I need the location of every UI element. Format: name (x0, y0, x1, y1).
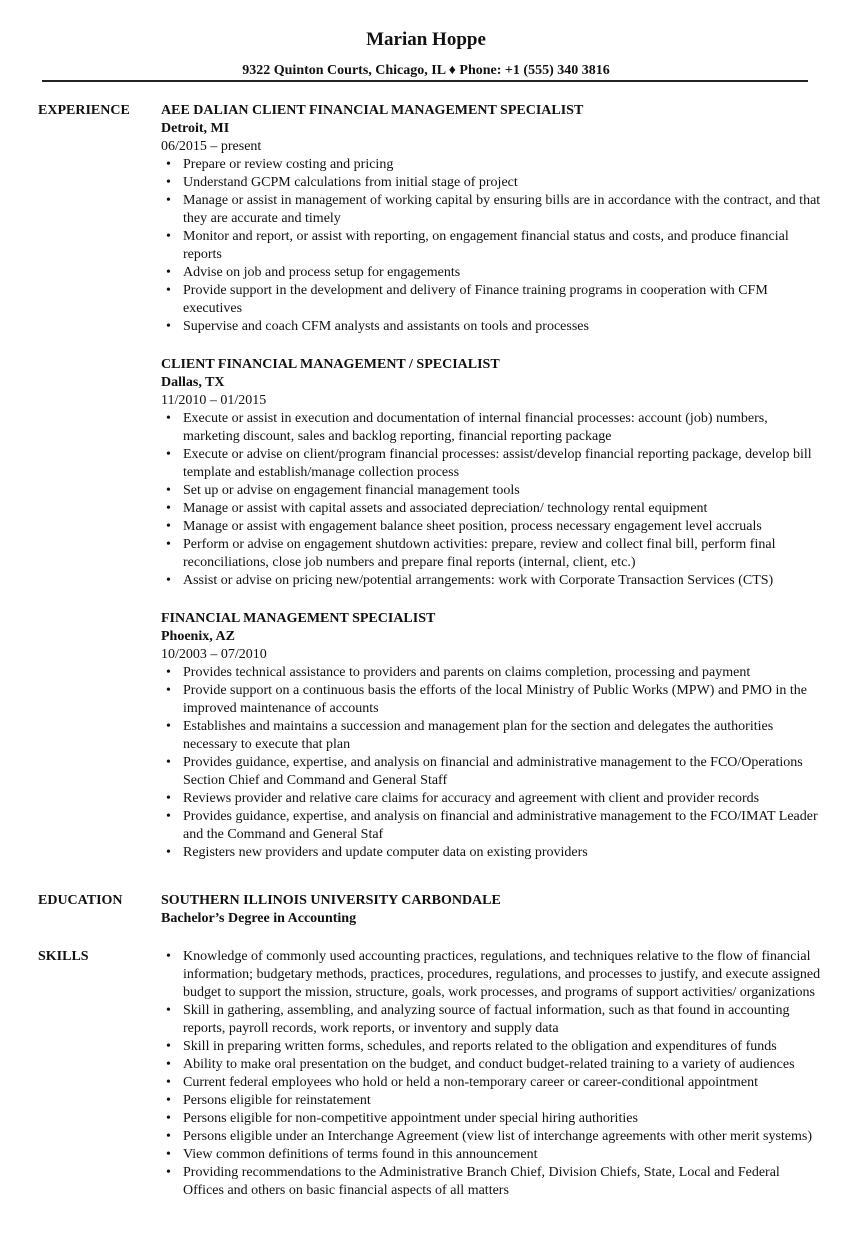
list-item: • Persons eligible under an Interchange Agreement (view list of interchange agreements with other merit systems) (161, 1128, 821, 1146)
job-dates: 06/2015 – present (161, 139, 262, 154)
list-item: • Provide support in the development and delivery of Finance training programs in cooperation with CFM executives (161, 282, 821, 318)
education-body (161, 892, 821, 928)
job-location: Dallas, TX (161, 375, 225, 390)
job-entry (161, 102, 821, 336)
list-item: • Prepare or review costing and pricing (161, 156, 821, 174)
experience-label: EXPERIENCE (38, 103, 130, 118)
list-item: • Registers new providers and update computer data on existing providers (161, 844, 821, 862)
job-entry (161, 356, 821, 590)
job-bullets (161, 664, 821, 862)
job-location: Phoenix, AZ (161, 629, 235, 644)
job-dates: 10/2003 – 07/2010 (161, 647, 267, 662)
list-item: • Provides guidance, expertise, and analysis on financial and administrative management to the FCO/IMAT Leader and the Command and General Staf (161, 808, 821, 844)
list-item: • Reviews provider and relative care claims for accuracy and agreement with client and provider records (161, 790, 821, 808)
list-item: • Knowledge of commonly used accounting practices, regulations, and techniques relative to the flow of financial information; budgetary methods, practices, procedures, regulations, and processes to justify, and execute assigned budget to support the mission, structure, goals, work processes, and programs of support activities/ organizations (161, 948, 821, 1002)
list-item: • Provides technical assistance to providers and parents on claims completion, processing and payment (161, 664, 821, 682)
list-item: • Ability to make oral presentation on the budget, and conduct budget-related training to a variety of audiences (161, 1056, 821, 1074)
list-item: • Perform or advise on engagement shutdown activities: prepare, review and collect final bill, perform final reconciliations, close job numbers and prepare final reports (internal, client, etc.) (161, 536, 821, 572)
skills-body (161, 948, 821, 1200)
list-item: • Manage or assist in management of working capital by ensuring bills are in accordance with the contract, and that they are accurate and timely (161, 192, 821, 228)
school-name: SOUTHERN ILLINOIS UNIVERSITY CARBONDALE (161, 893, 501, 908)
job-location: Detroit, MI (161, 121, 230, 136)
education-label: EDUCATION (38, 893, 123, 908)
list-item: • Execute or advise on client/program financial processes: assist/develop financial reporting package, develop bill template and establish/manage collection process (161, 446, 821, 482)
list-item: • Skill in preparing written forms, schedules, and reports related to the obligation and expenditures of funds (161, 1038, 821, 1056)
job-dates: 11/2010 – 01/2015 (161, 393, 267, 408)
job-title: FINANCIAL MANAGEMENT SPECIALIST (161, 611, 436, 626)
list-item: • Skill in gathering, assembling, and analyzing source of factual information, such as that found in accounting reports, payroll records, work reports, or inventory and supply data (161, 1002, 821, 1038)
list-item: • Set up or advise on engagement financial management tools (161, 482, 821, 500)
job-bullets (161, 410, 821, 590)
job-title: AEE DALIAN CLIENT FINANCIAL MANAGEMENT SPECIALIST (161, 103, 584, 118)
list-item: • Current federal employees who hold or held a non-temporary career or career-conditional appointment (161, 1074, 821, 1092)
job-entry (161, 610, 821, 862)
job-title: CLIENT FINANCIAL MANAGEMENT / SPECIALIST (161, 357, 500, 372)
list-item: • Manage or assist with engagement balance sheet position, process necessary engagement level accruals (161, 518, 821, 536)
list-item: • View common definitions of terms found in this announcement (161, 1146, 821, 1164)
list-item: • Execute or assist in execution and documentation of internal financial processes: account (job) numbers, marketing discount, sales and backlog reporting, financial reporting package (161, 410, 821, 446)
experience-body (161, 102, 821, 882)
list-item: • Advise on job and process setup for engagements (161, 264, 821, 282)
contact-line: 9322 Quinton Courts, Chicago, IL ♦ Phone: +1 (555) 340 3816 (242, 63, 610, 78)
candidate-name: Marian Hoppe (366, 29, 486, 50)
list-item: • Persons eligible for reinstatement (161, 1092, 821, 1110)
list-item: • Providing recommendations to the Administrative Branch Chief, Division Chiefs, State, Local and Federal Offices and others on basic financial aspects of all matters (161, 1164, 821, 1200)
job-bullets (161, 156, 821, 336)
degree-name: Bachelor’s Degree in Accounting (161, 911, 357, 926)
list-item: • Monitor and report, or assist with reporting, on engagement financial status and costs, and produce financial reports (161, 228, 821, 264)
list-item: • Persons eligible for non-competitive appointment under special hiring authorities (161, 1110, 821, 1128)
list-item: • Understand GCPM calculations from initial stage of project (161, 174, 821, 192)
header-divider (42, 80, 808, 82)
skills-label: SKILLS (38, 949, 89, 964)
list-item: • Establishes and maintains a succession and management plan for the section and delegates the authorities necessary to execute that plan (161, 718, 821, 754)
list-item: • Supervise and coach CFM analysts and assistants on tools and processes (161, 318, 821, 336)
list-item: • Assist or advise on pricing new/potential arrangements: work with Corporate Transaction Services (CTS) (161, 572, 821, 590)
list-item: • Provides guidance, expertise, and analysis on financial and administrative management to the FCO/Operations Section Chief and Command and General Staff (161, 754, 821, 790)
list-item: • Provide support on a continuous basis the efforts of the local Ministry of Public Works (MPW) and PMO in the improved maintenance of accounts (161, 682, 821, 718)
list-item: • Manage or assist with capital assets and associated depreciation/ technology rental equipment (161, 500, 821, 518)
skills-list (161, 948, 821, 1200)
